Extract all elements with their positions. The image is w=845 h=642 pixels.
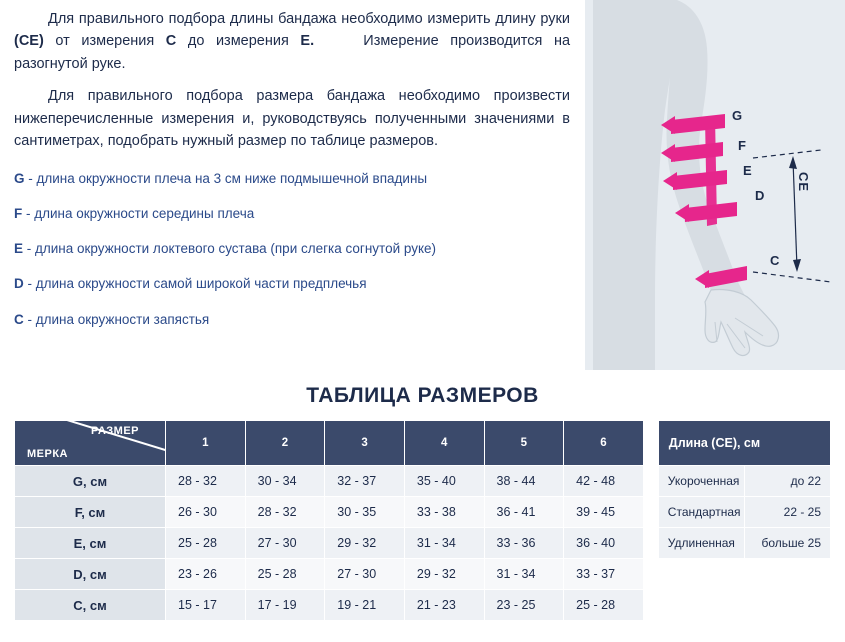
ce-guide-top xyxy=(753,150,821,158)
legend-key-e: E xyxy=(14,241,24,257)
length-label-standard: Стандартная xyxy=(658,497,744,528)
arm-illustration xyxy=(585,0,845,370)
band-c-arrow xyxy=(695,270,709,288)
legend-item-e xyxy=(14,241,570,257)
size-column-5: 5 xyxy=(484,421,564,466)
length-label-short: Укороченная xyxy=(658,466,744,497)
legend-text-e: - длина окружности локтевого сустава (при слегка согнутой руке) xyxy=(23,241,437,257)
corner-measure-label: МЕРКА xyxy=(27,448,68,460)
cell-e-4: 31 - 34 xyxy=(404,528,484,559)
length-label-long: Удлиненная xyxy=(658,528,744,559)
row-label-f: F, см xyxy=(15,497,166,528)
legend-item-c xyxy=(14,312,570,328)
paragraph-1-part-a: Для правильного подбора длины бандажа необходимо измерить длину руки xyxy=(48,11,570,27)
length-value-standard: 22 - 25 xyxy=(744,497,830,528)
size-column-3: 3 xyxy=(325,421,405,466)
table-row xyxy=(658,466,830,497)
cell-e-6: 36 - 40 xyxy=(564,528,644,559)
cell-e-5: 33 - 36 xyxy=(484,528,564,559)
cell-g-3: 32 - 37 xyxy=(325,466,405,497)
row-label-g: G, см xyxy=(15,466,166,497)
table-row xyxy=(15,466,644,497)
length-table xyxy=(658,420,831,559)
cell-c-5: 23 - 25 xyxy=(484,590,564,621)
illus-label-ce: CE xyxy=(796,172,811,193)
table-row xyxy=(658,497,830,528)
legend-item-g xyxy=(14,171,570,187)
legend-key-g: G xyxy=(14,170,25,186)
cell-f-3: 30 - 35 xyxy=(325,497,405,528)
cell-f-5: 36 - 41 xyxy=(484,497,564,528)
ce-guides xyxy=(753,150,831,282)
cell-c-2: 17 - 19 xyxy=(245,590,325,621)
cell-d-1: 23 - 26 xyxy=(166,559,246,590)
legend-item-d xyxy=(14,276,570,292)
length-table-header: Длина (CE), см xyxy=(658,421,830,466)
illus-label-d: D xyxy=(755,188,765,203)
table-row xyxy=(15,590,644,621)
legend-text-c: - длина окружности запястья xyxy=(23,311,210,327)
size-table-corner xyxy=(15,421,166,466)
illus-label-e: E xyxy=(743,163,752,178)
cell-f-6: 39 - 45 xyxy=(564,497,644,528)
paragraph-1-part-g: Измерение производится на разогнутой руке. xyxy=(14,33,571,72)
ce-guide-bottom xyxy=(753,272,831,282)
cell-c-1: 15 - 17 xyxy=(166,590,246,621)
cell-e-3: 29 - 32 xyxy=(325,528,405,559)
row-label-d: D, см xyxy=(15,559,166,590)
cell-f-1: 26 - 30 xyxy=(166,497,246,528)
cell-g-1: 28 - 32 xyxy=(166,466,246,497)
band-connector xyxy=(705,116,717,226)
legend-text-d: - длина окружности самой широкой части предплечья xyxy=(23,276,367,292)
cell-e-2: 27 - 30 xyxy=(245,528,325,559)
legend-text-g: - длина окружности плеча на 3 см ниже подмышечной впадины xyxy=(24,170,428,186)
table-row xyxy=(15,559,644,590)
size-column-2: 2 xyxy=(245,421,325,466)
size-table-header-row xyxy=(15,421,644,466)
table-row xyxy=(15,497,644,528)
length-table-header-row xyxy=(658,421,830,466)
cell-f-4: 33 - 38 xyxy=(404,497,484,528)
cell-c-3: 19 - 21 xyxy=(325,590,405,621)
legend-key-c: C xyxy=(14,311,24,327)
measurement-legend xyxy=(14,171,570,328)
paragraph-1-e: E. xyxy=(300,33,315,50)
size-table-body xyxy=(15,466,644,621)
row-label-c: C, см xyxy=(15,590,166,621)
paragraph-1-part-e: до измерения xyxy=(187,33,289,50)
cell-c-6: 25 - 28 xyxy=(564,590,644,621)
legend-text-f: - длина окружности середины плеча xyxy=(22,206,255,221)
table-row xyxy=(658,528,830,559)
legend-item-f xyxy=(14,206,570,222)
instructions-column xyxy=(0,0,580,347)
legend-key-f: F xyxy=(14,206,23,221)
cell-d-2: 25 - 28 xyxy=(245,559,325,590)
cell-d-4: 29 - 32 xyxy=(404,559,484,590)
size-table-title: ТАБЛИЦА РАЗМЕРОВ xyxy=(306,384,539,407)
cell-e-1: 25 - 28 xyxy=(166,528,246,559)
paragraph-1-part-c: от измерения xyxy=(55,33,155,50)
length-value-long: больше 25 xyxy=(744,528,830,559)
row-label-e: E, см xyxy=(15,528,166,559)
ce-arrow-head-top xyxy=(789,156,797,169)
tables-area xyxy=(0,420,845,621)
size-column-1: 1 xyxy=(166,421,246,466)
size-table-head xyxy=(15,421,644,466)
cell-g-5: 38 - 44 xyxy=(484,466,564,497)
paragraph-1-ce: (CE) xyxy=(14,33,44,50)
length-table-head xyxy=(658,421,830,466)
size-column-6: 6 xyxy=(564,421,644,466)
cell-d-6: 33 - 37 xyxy=(564,559,644,590)
corner-size-label: РАЗМЕР xyxy=(90,425,139,437)
length-value-short: до 22 xyxy=(744,466,830,497)
illus-label-g: G xyxy=(732,108,743,123)
size-table xyxy=(14,420,644,621)
cell-c-4: 21 - 23 xyxy=(404,590,484,621)
table-row xyxy=(15,528,644,559)
illus-label-c: C xyxy=(770,253,780,268)
paragraph-1-c: C xyxy=(165,33,177,50)
illus-label-f: F xyxy=(738,138,746,153)
length-table-body xyxy=(658,466,830,559)
paragraph-1 xyxy=(14,8,570,75)
cell-g-4: 35 - 40 xyxy=(404,466,484,497)
cell-f-2: 28 - 32 xyxy=(245,497,325,528)
paragraph-2: Для правильного подбора размера бандажа необходимо произвести нижеперечисленные измерения и, руководствуясь полученными значениями в сантиметрах, подобрать нужный размер по таблице размеров. xyxy=(14,88,570,150)
legend-key-d: D xyxy=(14,276,24,292)
ce-arrow-head-bottom xyxy=(793,259,801,272)
size-column-4: 4 xyxy=(404,421,484,466)
cell-g-2: 30 - 34 xyxy=(245,466,325,497)
cell-d-5: 31 - 34 xyxy=(484,559,564,590)
cell-g-6: 42 - 48 xyxy=(564,466,644,497)
band-e-arrow xyxy=(663,172,677,190)
cell-d-3: 27 - 30 xyxy=(325,559,405,590)
torso-shape xyxy=(593,0,677,370)
